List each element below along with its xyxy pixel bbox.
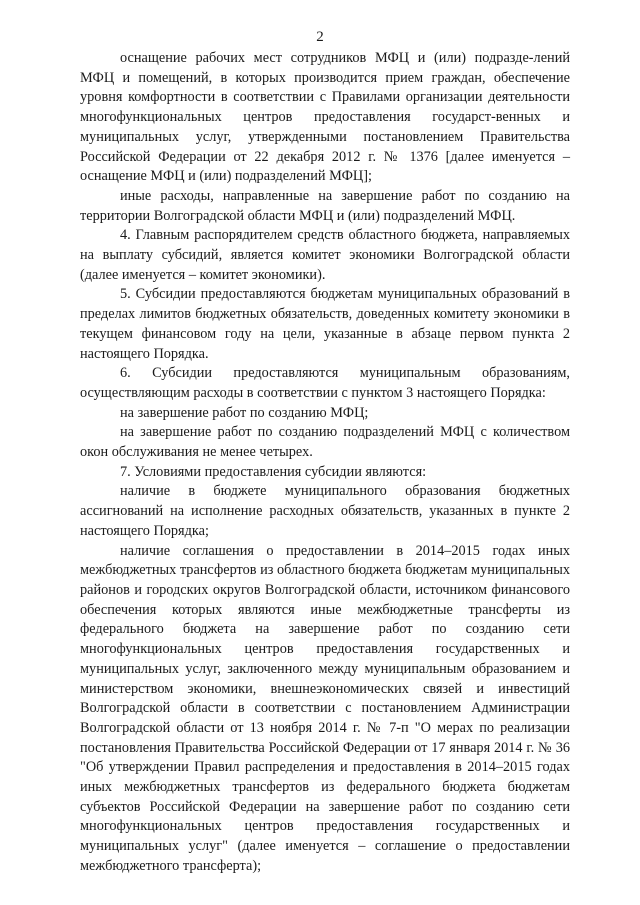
paragraph-item-6: 6. Субсидии предоставляются муниципальным образованиям, осуществляющим расходы в соответствии с пунктом 3 настоящего Порядка: xyxy=(80,365,570,401)
paragraph-other-expenses: иные расходы, направленные на завершение работ по созданию на территории Волгоградской области МФЦ и (или) подразделений МФЦ. xyxy=(80,187,570,224)
paragraph-item-6-subdivisions: на завершение работ по созданию подразделений МФЦ с количеством окон обслуживания не менее четырех. xyxy=(80,424,570,461)
page-number: 2 xyxy=(316,29,324,45)
document-body xyxy=(80,49,570,877)
paragraph-item-5: 5. Субсидии предоставляются бюджетам муниципальных образований в пределах лимитов бюджетных обязательств, доведенных комитету экономики в текущем финансовом году на цели, указанные в абзаце первом пункта 2 настоящего Порядка. xyxy=(80,286,570,362)
paragraph-item-6-mfc: на завершение работ по созданию МФЦ; xyxy=(120,404,369,421)
paragraph-item-4: 4. Главным распорядителем средств областного бюджета, направляемых на выплату субсидий, является комитет экономики Волгоградской области (далее именуется – комитет экономики). xyxy=(80,227,570,283)
paragraph-item-7-budget: наличие в бюджете муниципального образования бюджетных ассигнований на исполнение расходных обязательств, указанных в пункте 2 настоящего Порядка; xyxy=(80,483,570,539)
paragraph-item-7: 7. Условиями предоставления субсидии являются: xyxy=(120,463,427,480)
paragraph-equipping-workplaces: оснащение рабочих мест сотрудников МФЦ и (или) подразде-лений МФЦ и помещений, в которых производится прием граждан, обеспечение уровня комфортности в соответствии с Правилами организации деятельности многофункциональных центров предоставления государст-венных и муниципальных услуг, утвержденными постановлением Правительства Российской Федерации от 22 декабря 2012 г. № 1376 [далее именуется – оснащение МФЦ и (или) подразделений МФЦ]; xyxy=(80,50,570,185)
paragraph-item-7-agreement: наличие соглашения о предоставлении в 2014–2015 годах иных межбюджетных трансфертов из областного бюджета бюджетам муниципальных районов и городских округов Волгоградской области, источником финансового обеспечения которых являются иные межбюджетные трансферты из федерального бюджета на завершение работ по созданию сети многофункциональных центров предоставления государственных и муниципальных услуг, заключенного между муниципальным образованием и министерством экономики, внешнеэкономических связей и инвестиций Волгоградской области в соответствии с постановлением Администрации Волгоградской области от 13 ноября 2014 г. № 7-п "О мерах по реализации постановления Правительства Российской Федерации от 17 января 2014 г. № 36 "Об утверждении Правил распределения и предоставления в 2014–2015 годах иных межбюджетных трансфертов из федерального бюджета бюджетам субъектов Российской Федерации на завершение работ по созданию сети многофункциональных центров предоставления государственных и муниципальных услуг" (далее именуется – соглашение о предоставлении межбюджетного трансферта); xyxy=(80,542,570,874)
